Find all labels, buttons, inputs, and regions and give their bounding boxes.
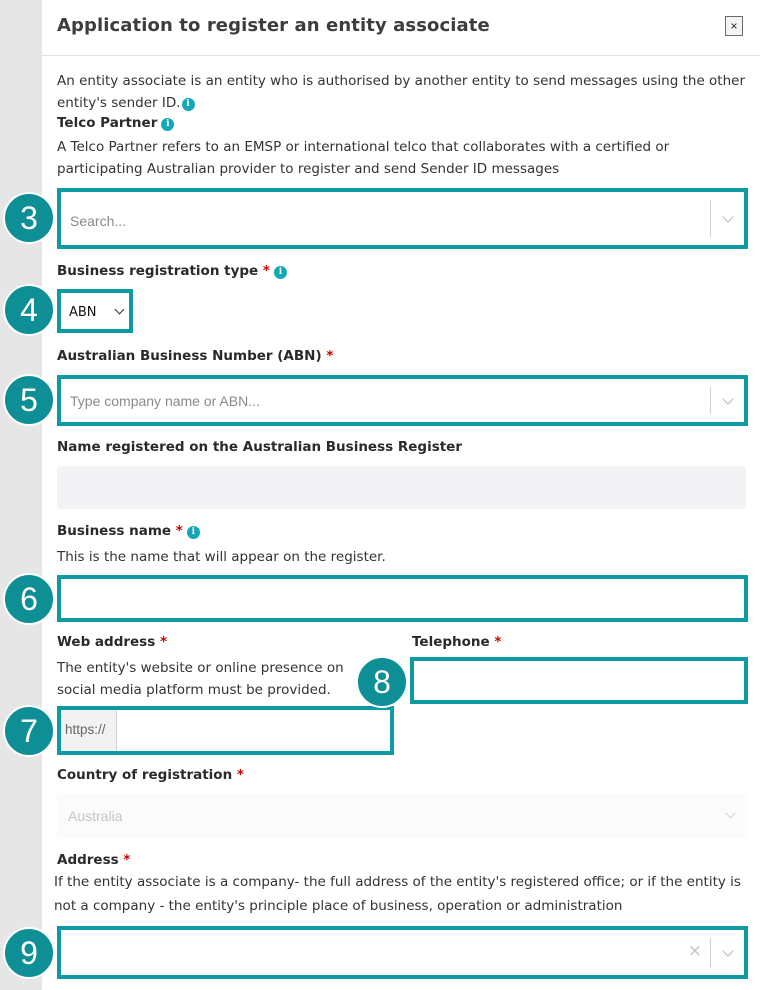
registered-name-label: Name registered on the Australian Business Register [57, 439, 462, 455]
header-divider [42, 55, 760, 56]
intro-text: An entity associate is an entity who is authorised by another entity to send messages using the other entity's sender ID. [57, 73, 746, 111]
country-label-row [57, 767, 244, 783]
business-registration-type-label-row [57, 263, 287, 279]
step-badge-7: 7 [3, 705, 55, 757]
required-marker: * [236, 767, 244, 783]
required-marker: * [326, 348, 334, 364]
address-select[interactable] [57, 926, 748, 979]
required-marker: * [159, 634, 168, 650]
business-name-help: This is the name that will appear on the register. [57, 549, 386, 565]
business-registration-type-value: ABN [69, 305, 97, 320]
business-name-input[interactable] [57, 575, 748, 622]
required-marker: * [262, 263, 270, 279]
telephone-input[interactable] [410, 657, 748, 704]
step-badge-3: 3 [3, 192, 55, 244]
web-address-help: The entity's website or online presence on social media platform must be provided. [57, 660, 344, 698]
web-address-input-group [57, 706, 394, 755]
registered-name-field [57, 466, 746, 509]
chevron-down-icon [115, 305, 125, 315]
web-address-prefix: https:// [65, 722, 106, 737]
chevron-down-icon [726, 809, 736, 819]
address-help: If the entity associate is a company- the full address of the entity's registered office; or if the entity is not a company - the entity's principle place of business, operation or administration [54, 874, 741, 914]
telephone-label: Telephone [412, 634, 490, 650]
intro-paragraph [57, 70, 747, 114]
telco-partner-label: Telco Partner [57, 115, 158, 131]
select-divider [710, 200, 711, 237]
address-label-row [57, 852, 130, 868]
modal-title: Application to register an entity associate [57, 15, 490, 36]
business-name-label: Business name [57, 523, 172, 539]
business-registration-type-label: Business registration type [57, 263, 259, 279]
step-badge-6: 6 [3, 573, 55, 625]
web-address-label-row [57, 634, 167, 650]
required-marker: * [123, 852, 131, 868]
info-icon[interactable]: i [274, 266, 287, 279]
chevron-down-icon[interactable] [722, 211, 733, 222]
country-select[interactable] [57, 794, 748, 838]
required-marker: * [494, 634, 502, 650]
step-badge-8: 8 [356, 656, 408, 708]
address-label: Address [57, 852, 119, 868]
abn-placeholder: Type company name or ABN... [70, 393, 260, 409]
abn-label: Australian Business Number (ABN) [57, 348, 322, 364]
close-icon[interactable]: × [687, 941, 702, 961]
telephone-label-row [412, 634, 501, 650]
web-address-input[interactable] [118, 710, 390, 751]
info-icon[interactable]: i [182, 98, 195, 111]
abn-select[interactable] [57, 375, 748, 426]
info-icon[interactable]: i [161, 118, 174, 131]
required-marker: * [175, 523, 183, 539]
chevron-down-icon[interactable] [722, 945, 733, 956]
select-divider [710, 387, 711, 414]
telco-partner-select[interactable] [57, 188, 748, 249]
country-label: Country of registration [57, 767, 233, 783]
country-value: Australia [68, 808, 123, 824]
abn-label-row [57, 348, 333, 364]
close-button[interactable]: × [725, 16, 743, 36]
telco-partner-label-row [57, 115, 174, 131]
business-name-label-row [57, 523, 200, 539]
info-icon[interactable]: i [187, 526, 200, 539]
business-registration-type-select[interactable] [57, 289, 133, 333]
telco-partner-placeholder: Search... [70, 213, 127, 229]
select-divider [710, 938, 711, 967]
web-address-prefix-box [61, 710, 117, 751]
step-badge-4: 4 [3, 284, 55, 336]
web-address-label: Web address [57, 634, 156, 650]
step-badge-9: 9 [3, 927, 55, 979]
entity-associate-modal [42, 0, 760, 990]
step-badge-5: 5 [3, 374, 55, 426]
chevron-down-icon[interactable] [722, 393, 733, 404]
telco-partner-description: A Telco Partner refers to an EMSP or international telco that collaborates with a certified or participating Australian provider to register and send Sender ID messages [57, 139, 670, 177]
